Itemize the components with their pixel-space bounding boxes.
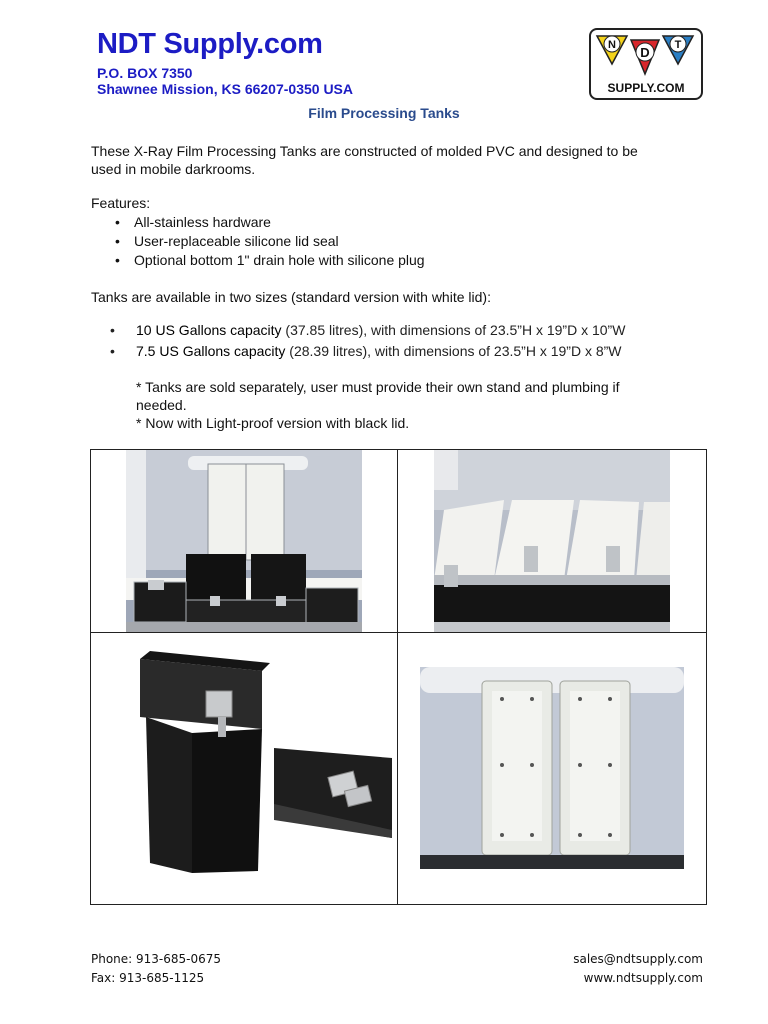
company-name: NDT Supply.com — [97, 28, 323, 60]
logo-letter-n: N — [608, 39, 616, 51]
size-capacity: 7.5 US Gallons capacity — [136, 343, 286, 359]
footer-contact-right — [573, 950, 703, 988]
feature-item: • All-stainless hardware — [107, 213, 425, 232]
intro-paragraph — [91, 142, 638, 178]
photo-tanks-closed — [434, 450, 670, 632]
notes — [136, 378, 620, 432]
note-1-line-2: needed. — [136, 397, 187, 413]
photo-tanks-open — [126, 450, 362, 632]
ndt-supply-logo — [589, 28, 703, 100]
sizes-intro: Tanks are available in two sizes (standard version with white lid): — [91, 289, 491, 305]
logo-graphic — [591, 30, 701, 98]
features-list — [107, 213, 425, 270]
feature-item: • User-replaceable silicone lid seal — [107, 232, 425, 251]
photo-lid-closeup — [274, 748, 392, 838]
address-line-1: P.O. BOX 7350 — [97, 65, 193, 81]
photo-white-lids — [420, 667, 684, 869]
size-details: (28.39 litres), with dimensions of 23.5”H x 19”D x 8”W — [285, 343, 622, 359]
note-1-line-1: * Tanks are sold separately, user must provide their own stand and plumbing if — [136, 379, 620, 395]
address-line-2: Shawnee Mission, KS 66207-0350 USA — [97, 81, 353, 97]
footer-email[interactable]: sales@ndtsupply.com — [573, 952, 703, 966]
features-label: Features: — [91, 195, 151, 211]
footer-phone: Phone: 913-685-0675 — [91, 952, 222, 966]
intro-line-2: used in mobile darkrooms. — [91, 161, 256, 177]
size-details: (37.85 litres), with dimensions of 23.5”H x 19”D x 10”W — [281, 322, 626, 338]
photo-black-tank — [122, 633, 282, 876]
logo-text: SUPPLY.COM — [607, 81, 685, 95]
intro-line-1: These X-Ray Film Processing Tanks are constructed of molded PVC and designed to be — [91, 143, 638, 159]
footer-website[interactable]: www.ndtsupply.com — [583, 971, 703, 985]
page-title: Film Processing Tanks — [308, 105, 460, 121]
feature-item: • Optional bottom 1" drain hole with silicone plug — [107, 251, 425, 270]
bullet: • — [110, 343, 115, 359]
size-capacity: 10 US Gallons capacity — [136, 322, 282, 338]
footer-contact-left — [91, 950, 221, 988]
note-2: * Now with Light-proof version with black lid. — [136, 415, 410, 431]
logo-letter-t: T — [674, 39, 682, 51]
logo-letter-d: D — [640, 45, 650, 60]
bullet: • — [110, 322, 115, 338]
grid-divider-vertical — [397, 449, 398, 905]
footer-fax: Fax: 913-685-1125 — [91, 971, 205, 985]
